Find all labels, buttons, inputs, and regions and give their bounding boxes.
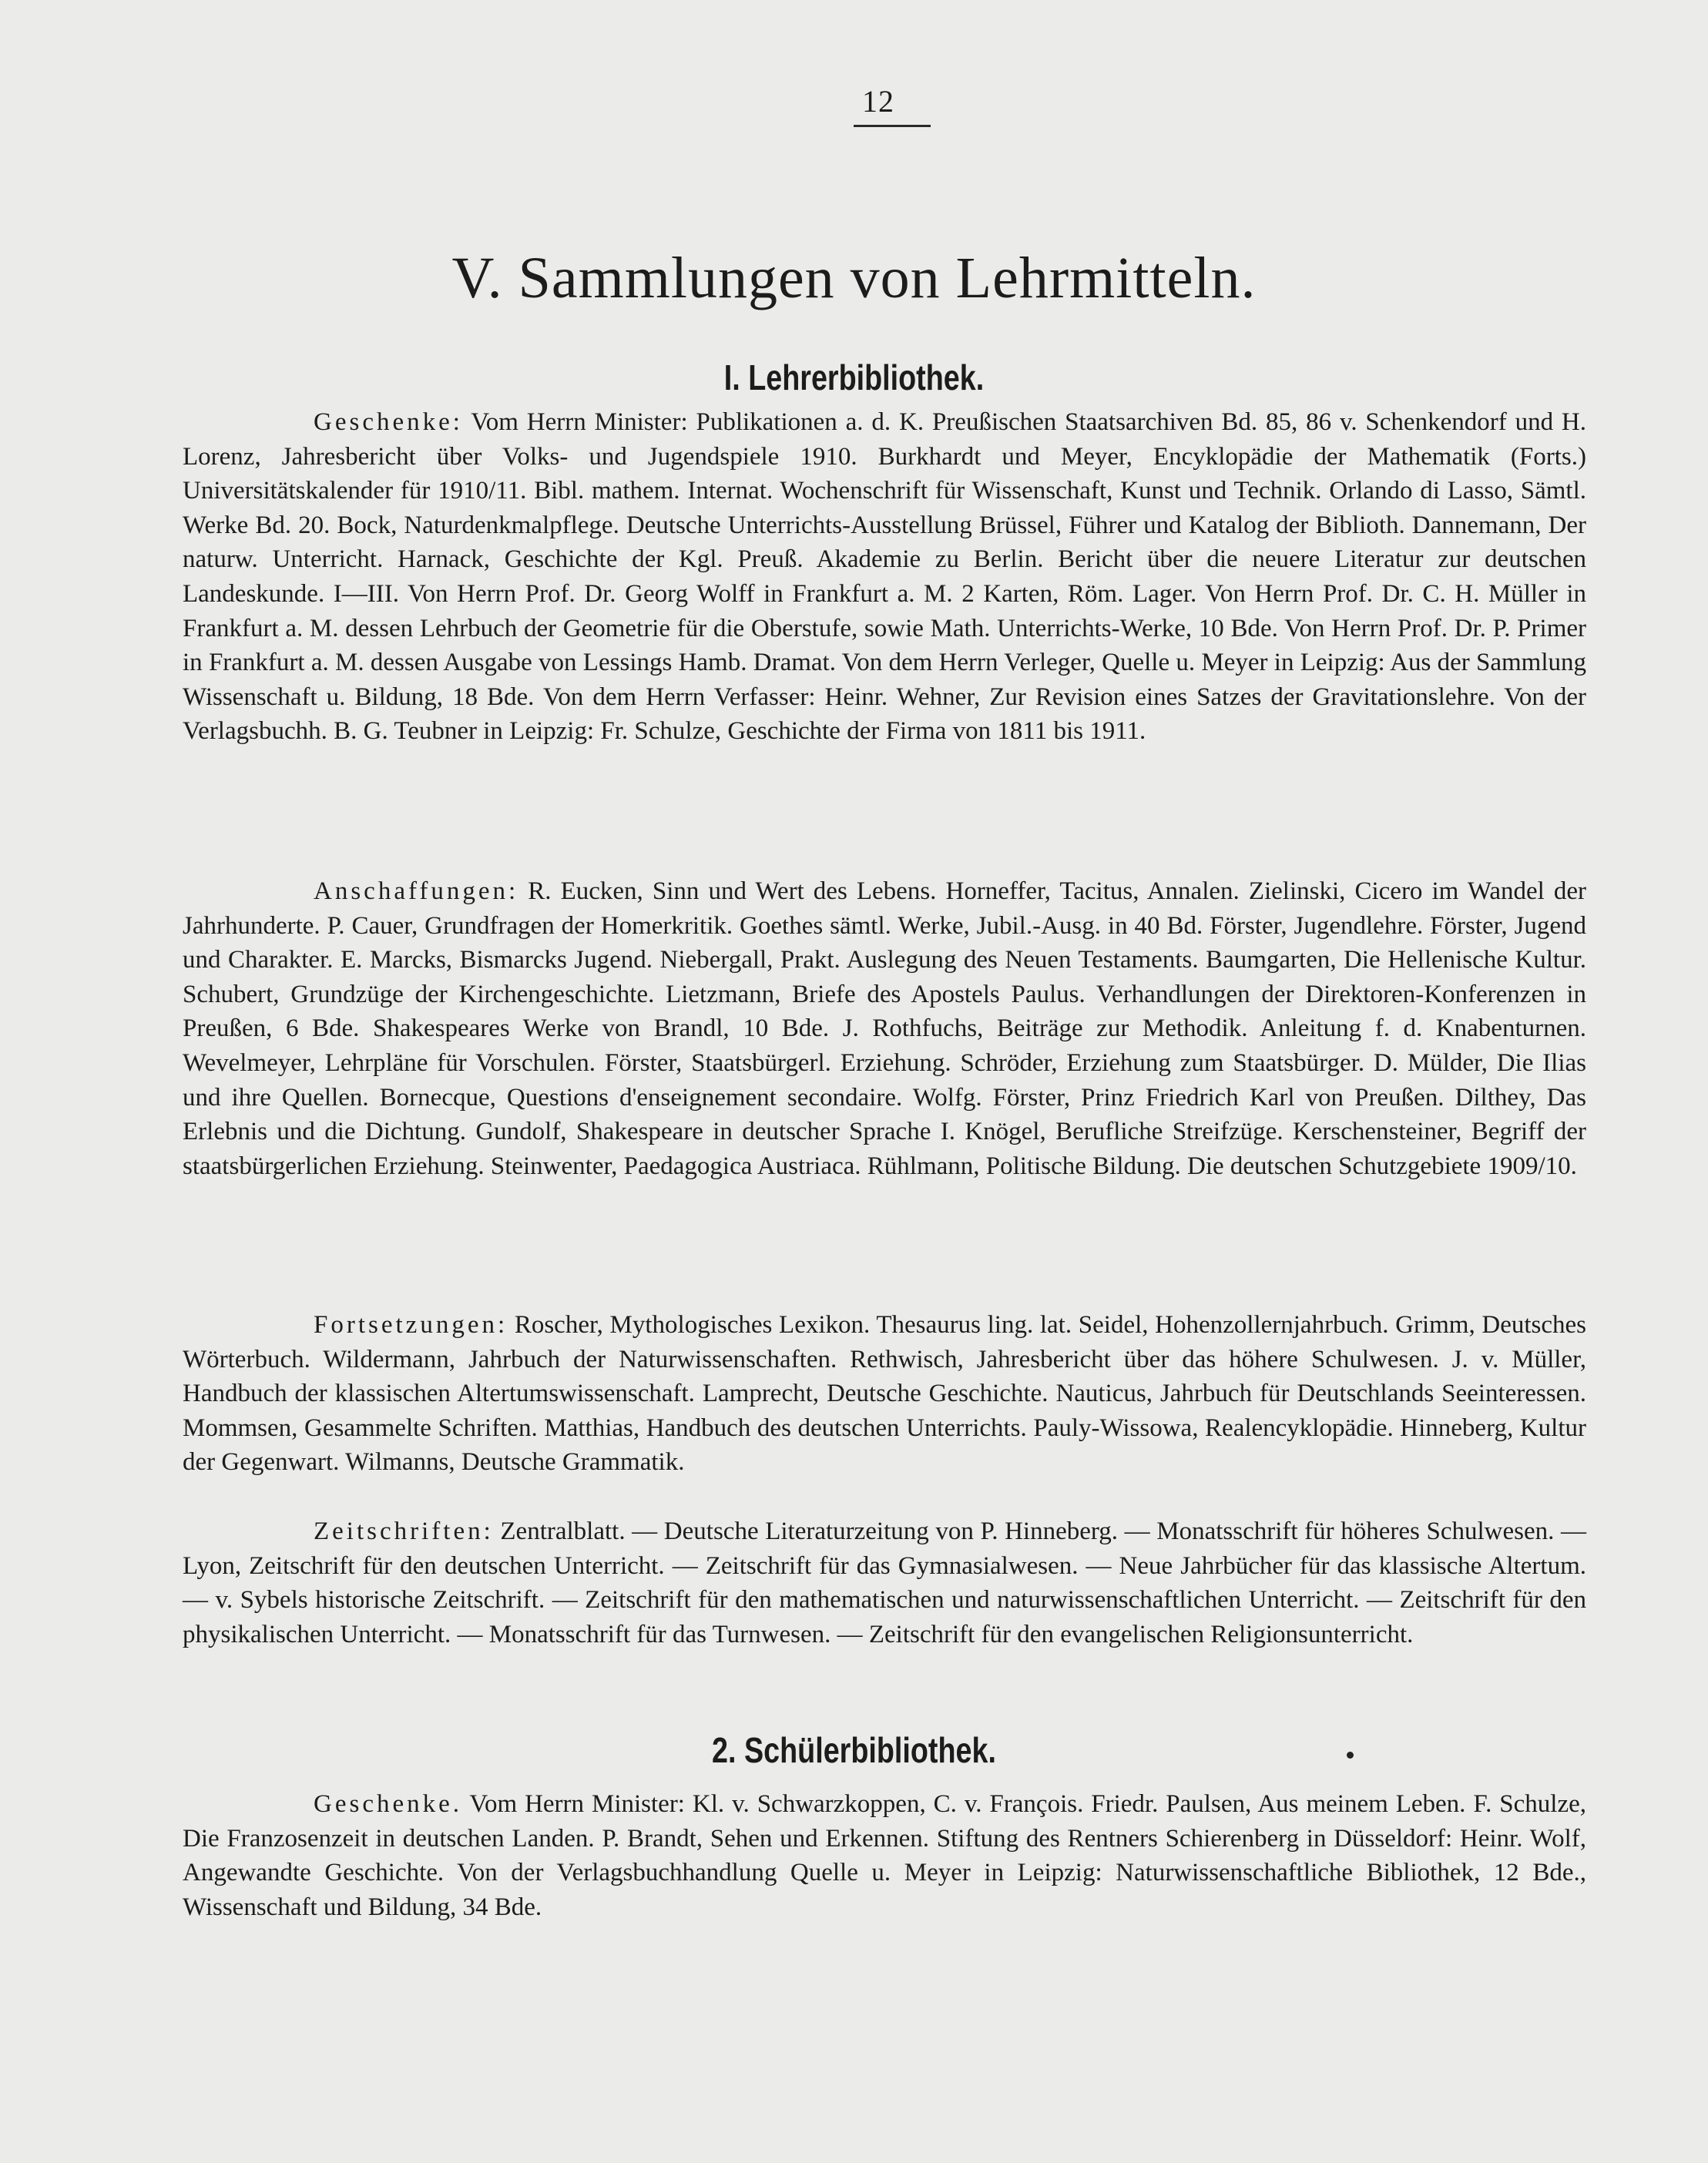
paragraph-text: Roscher, Mythologisches Lexikon. Thesaurus ling. lat. Seidel, Hohenzollernjahrbuch. Grimm, Deutsches Wörterbuch. Wildermann, Jahrbuch der Naturwissenschaften. Rethwisch, Jahresbericht über das höhere Schulwesen. J. v. Müller, Handbuch der klassischen Altertumswissenschaft. Lamprecht, Deutsche Geschichte. Nauticus, Jahrbuch für Deutschlands Seeinteressen. Mommsen, Gesammelte Schriften. Matthias, Handbuch des deutschen Unterrichts. Pauly-Wissowa, Realencyklopädie. Hinneberg, Kultur der Gegenwart. Wilmanns, Deutsche Grammatik. <box>183 1311 1587 1477</box>
page-number-underline <box>854 125 931 127</box>
paragraph-text: R. Eucken, Sinn und Wert des Lebens. Horneffer, Tacitus, Annalen. Zielinski, Cicero im Wandel der Jahrhunderte. P. Cauer, Grundfragen der Homerkritik. Goethes sämtl. Werke, Jubil.-Ausg. in 40 Bd. Förster, Jugendlehre. Förster, Jugend und Charakter. E. Marcks, Bismarcks Jugend. Niebergall, Prakt. Auslegung des Neuen Testaments. Baumgarten, Die Hellenische Kultur. Schubert, Grundzüge der Kirchengeschichte. Lietzmann, Briefe des Apostels Paulus. Verhandlungen der Direktoren-Konferenzen in Preußen, 6 Bde. Shakespeares Werke von Brandl, 10 Bde. J. Rothfuchs, Beiträge zur Methodik. Anleitung f. d. Knabenturnen. Wevelmeyer, Lehrpläne für Vorschulen. Förster, Staatsbürgerl. Erziehung. Schröder, Erziehung zum Staatsbürger. D. Mülder, Die Ilias und ihre Quellen. Bornecque, Questions d'enseignement secondaire. Wolfg. Förster, Prinz Friedrich Karl von Preußen. Dilthey, Das Erlebnis und die Dichtung. Gundolf, Shakespeare in deutscher Sprache I. Knögel, Berufliche Streifzüge. Kerschensteiner, Begriff der staatsbürgerlichen Erziehung. Steinwenter, Paedagogica Austriaca. Rühlmann, Politische Bildung. Die deutschen Schutzgebiete 1909/10. <box>183 877 1586 1180</box>
section-heading-schuelerbibliothek: 2. Schülerbibliothek. <box>712 1730 996 1770</box>
paragraph-schueler-geschenke <box>183 1787 1586 1924</box>
paragraph-label: Fortsetzungen: <box>314 1311 508 1339</box>
paragraph-anschaffungen <box>183 874 1586 1183</box>
paragraph-text: Vom Herrn Minister: Publikationen a. d. K. Preußischen Staatsarchiven Bd. 85, 86 v. Schenkendorf und H. Lorenz, Jahresbericht über Volks- und Jugendspiele 1910. Burkhardt und Meyer, Encyklopädie der Mathematik (Forts.) Universitätskalender für 1910/11. Bibl. mathem. Internat. Wochenschrift für Wissenschaft, Kunst und Technik. Orlando di Lasso, Sämtl. Werke Bd. 20. Bock, Naturdenkmalpflege. Deutsche Unterrichts-Ausstellung Brüssel, Führer und Katalog der Biblioth. Dannemann, Der naturw. Unterricht. Harnack, Geschichte der Kgl. Preuß. Akademie zu Berlin. Bericht über die neuere Literatur zur deutschen Landeskunde. I—III. Von Herrn Prof. Dr. Georg Wolff in Frankfurt a. M. 2 Karten, Röm. Lager. Von Herrn Prof. Dr. C. H. Müller in Frankfurt a. M. dessen Lehrbuch der Geometrie für die Oberstufe, sowie Math. Unterrichts-Werke, 10 Bde. Von Herrn Prof. Dr. P. Primer in Frankfurt a. M. dessen Ausgabe von Lessings Hamb. Dramat. Von dem Herrn Verleger, Quelle u. Meyer in Leipzig: Aus der Sammlung Wissenschaft u. Bildung, 18 Bde. Von dem Herrn Verfasser: Heinr. Wehner, Zur Revision eines Satzes der Gravitationslehre. Von der Verlagsbuchh. B. G. Teubner in Leipzig: Fr. Schulze, Geschichte der Firma von 1811 bis 1911. <box>183 408 1587 746</box>
paragraph-label: Geschenke: <box>314 408 463 436</box>
paragraph-fortsetzungen <box>183 1308 1586 1480</box>
paragraph-geschenke <box>183 405 1586 749</box>
paragraph-label: Zeitschriften: <box>314 1517 494 1545</box>
paragraph-text: Vom Herrn Minister: Kl. v. Schwarzkoppen, C. v. François. Friedr. Paulsen, Aus meinem Leben. F. Schulze, Die Franzosenzeit in deutschen Landen. P. Brandt, Sehen und Erkennen. Stiftung des Rentners Schierenberg in Düsseldorf: Heinr. Wolf, Angewandte Geschichte. Von der Verlagsbuchhandlung Quelle u. Meyer in Leipzig: Naturwissenschaftliche Bibliothek, 12 Bde., Wissenschaft und Bildung, 34 Bde. <box>183 1790 1586 1921</box>
page-number: 12 <box>862 84 894 119</box>
section-heading-lehrerbibliothek: I. Lehrerbibliothek. <box>723 357 985 397</box>
paragraph-label: Anschaffungen: <box>314 877 519 905</box>
chapter-heading: V. Sammlungen von Lehrmitteln. <box>451 246 1257 310</box>
paragraph-zeitschriften <box>183 1514 1586 1652</box>
ink-dot-mark <box>1347 1752 1354 1759</box>
paragraph-label: Geschenke. <box>314 1790 463 1818</box>
paragraph-text: Zentralblatt. — Deutsche Literaturzeitung von P. Hinneberg. — Monatsschrift für höheres Schulwesen. — Lyon, Zeitschrift für den deutschen Unterricht. — Zeitschrift für das Gymnasialwesen. — Neue Jahrbücher für das klassische Altertum. — v. Sybels historische Zeitschrift. — Zeitschrift für den mathematischen und naturwissenschaftlichen Unterricht. — Zeitschrift für den physikalischen Unterricht. — Monatsschrift für das Turnwesen. — Zeitschrift für den evangelischen Religionsunterricht. <box>183 1517 1586 1648</box>
